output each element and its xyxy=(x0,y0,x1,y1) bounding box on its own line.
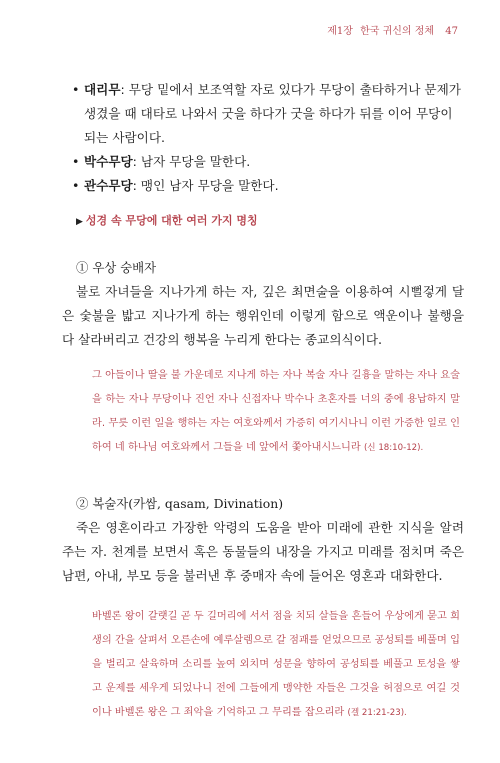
body-paragraph: 불로 자녀들을 지나가게 하는 자, 깊은 최면술을 이용하여 시뻘겋게 달은 숯불을 밟고 지나가게 하는 행위인데 이렇게 함으로 액운이나 불행을 다 살라버리고 건강의 행복을 누리게 한다는 종교의식이다. xyxy=(62,284,464,347)
definition-text: : 남자 무당을 말한다. xyxy=(132,154,251,169)
definition-term: 대리무 xyxy=(84,82,121,97)
scripture-quote xyxy=(92,605,460,725)
definition-text: : 맹인 남자 무당을 말한다. xyxy=(132,178,279,193)
definition-list xyxy=(72,78,462,198)
page-number: 47 xyxy=(445,26,458,37)
chapter-title: 한국 귀신의 정체 xyxy=(360,26,435,37)
triangle-marker-icon: ▶ xyxy=(76,217,83,227)
bullet-dot-icon: • xyxy=(72,178,80,193)
definition-item xyxy=(72,78,462,150)
section-heading xyxy=(76,212,258,228)
running-head xyxy=(327,22,458,37)
scripture-reference: (신 18:10-12). xyxy=(363,443,424,453)
scripture-text: 그 아들이나 딸을 불 가운데로 지나게 하는 자나 복술 자나 길흉을 말하는 자나 요술을 하는 자나 무당이나 진언 자나 신접자나 박수나 초혼자를 너의 중에 용납하지 말라. 무릇 이런 일을 행하는 자는 여호와께서 가증히 여기시나니 이런 가증한 일로 인하여 네 하나님 여호와께서 그들을 네 앞에서 쫓아내시느니라 xyxy=(92,370,460,453)
subsection-heading: ① 우상 숭배자 xyxy=(76,260,157,275)
scripture-reference: (겔 21:21-23). xyxy=(347,708,407,718)
bullet-dot-icon: • xyxy=(72,154,80,169)
definition-text: : 무당 밑에서 보조역할 자로 있다가 무당이 출타하거나 문제가 생겼을 때 대타로 나와서 굿을 하다가 굿을 하다가 뒤를 이어 무당이 되는 사람이다. xyxy=(84,82,461,145)
subsection-heading: ② 복술자(카쌈, qasam, Divination) xyxy=(76,496,284,511)
definition-term: 박수무당 xyxy=(84,154,133,169)
chapter-label: 제1장 xyxy=(327,26,353,37)
scripture-quote xyxy=(92,364,460,460)
section-heading-text: 성경 속 무당에 대한 여러 가지 명칭 xyxy=(85,214,258,227)
scripture-text: 바벨론 왕이 갈랫길 곧 두 길머리에 서서 점을 치되 살들을 흔들어 우상에게 묻고 희생의 간을 살펴서 오른손에 예루살렘으로 갈 점괘를 얻었으므로 공성퇴를 베풀며 입을 벌리고 살육하며 소리를 높여 외치며 성문을 향하여 공성퇴를 베풀고 토성을 쌓고 운제를 세우게 되었나니 전에 그들에게 맹약한 자들은 그것을 허점으로 여길 것이나 바벨론 왕은 그 죄악을 기억하고 그 무리를 잡으리라 xyxy=(92,611,460,718)
bullet-dot-icon: • xyxy=(72,82,80,97)
definition-item xyxy=(72,150,462,174)
definition-term: 관수무당 xyxy=(84,178,133,193)
definition-item xyxy=(72,174,462,198)
body-paragraph: 죽은 영혼이라고 가장한 악령의 도움을 받아 미래에 관한 지식을 알려주는 자. 천계를 보면서 혹은 동물들의 내장을 가지고 미래를 점치며 죽은 남편, 아내, 부모 등을 불러낸 후 중매자 속에 들어온 영혼과 대화한다. xyxy=(62,520,464,583)
